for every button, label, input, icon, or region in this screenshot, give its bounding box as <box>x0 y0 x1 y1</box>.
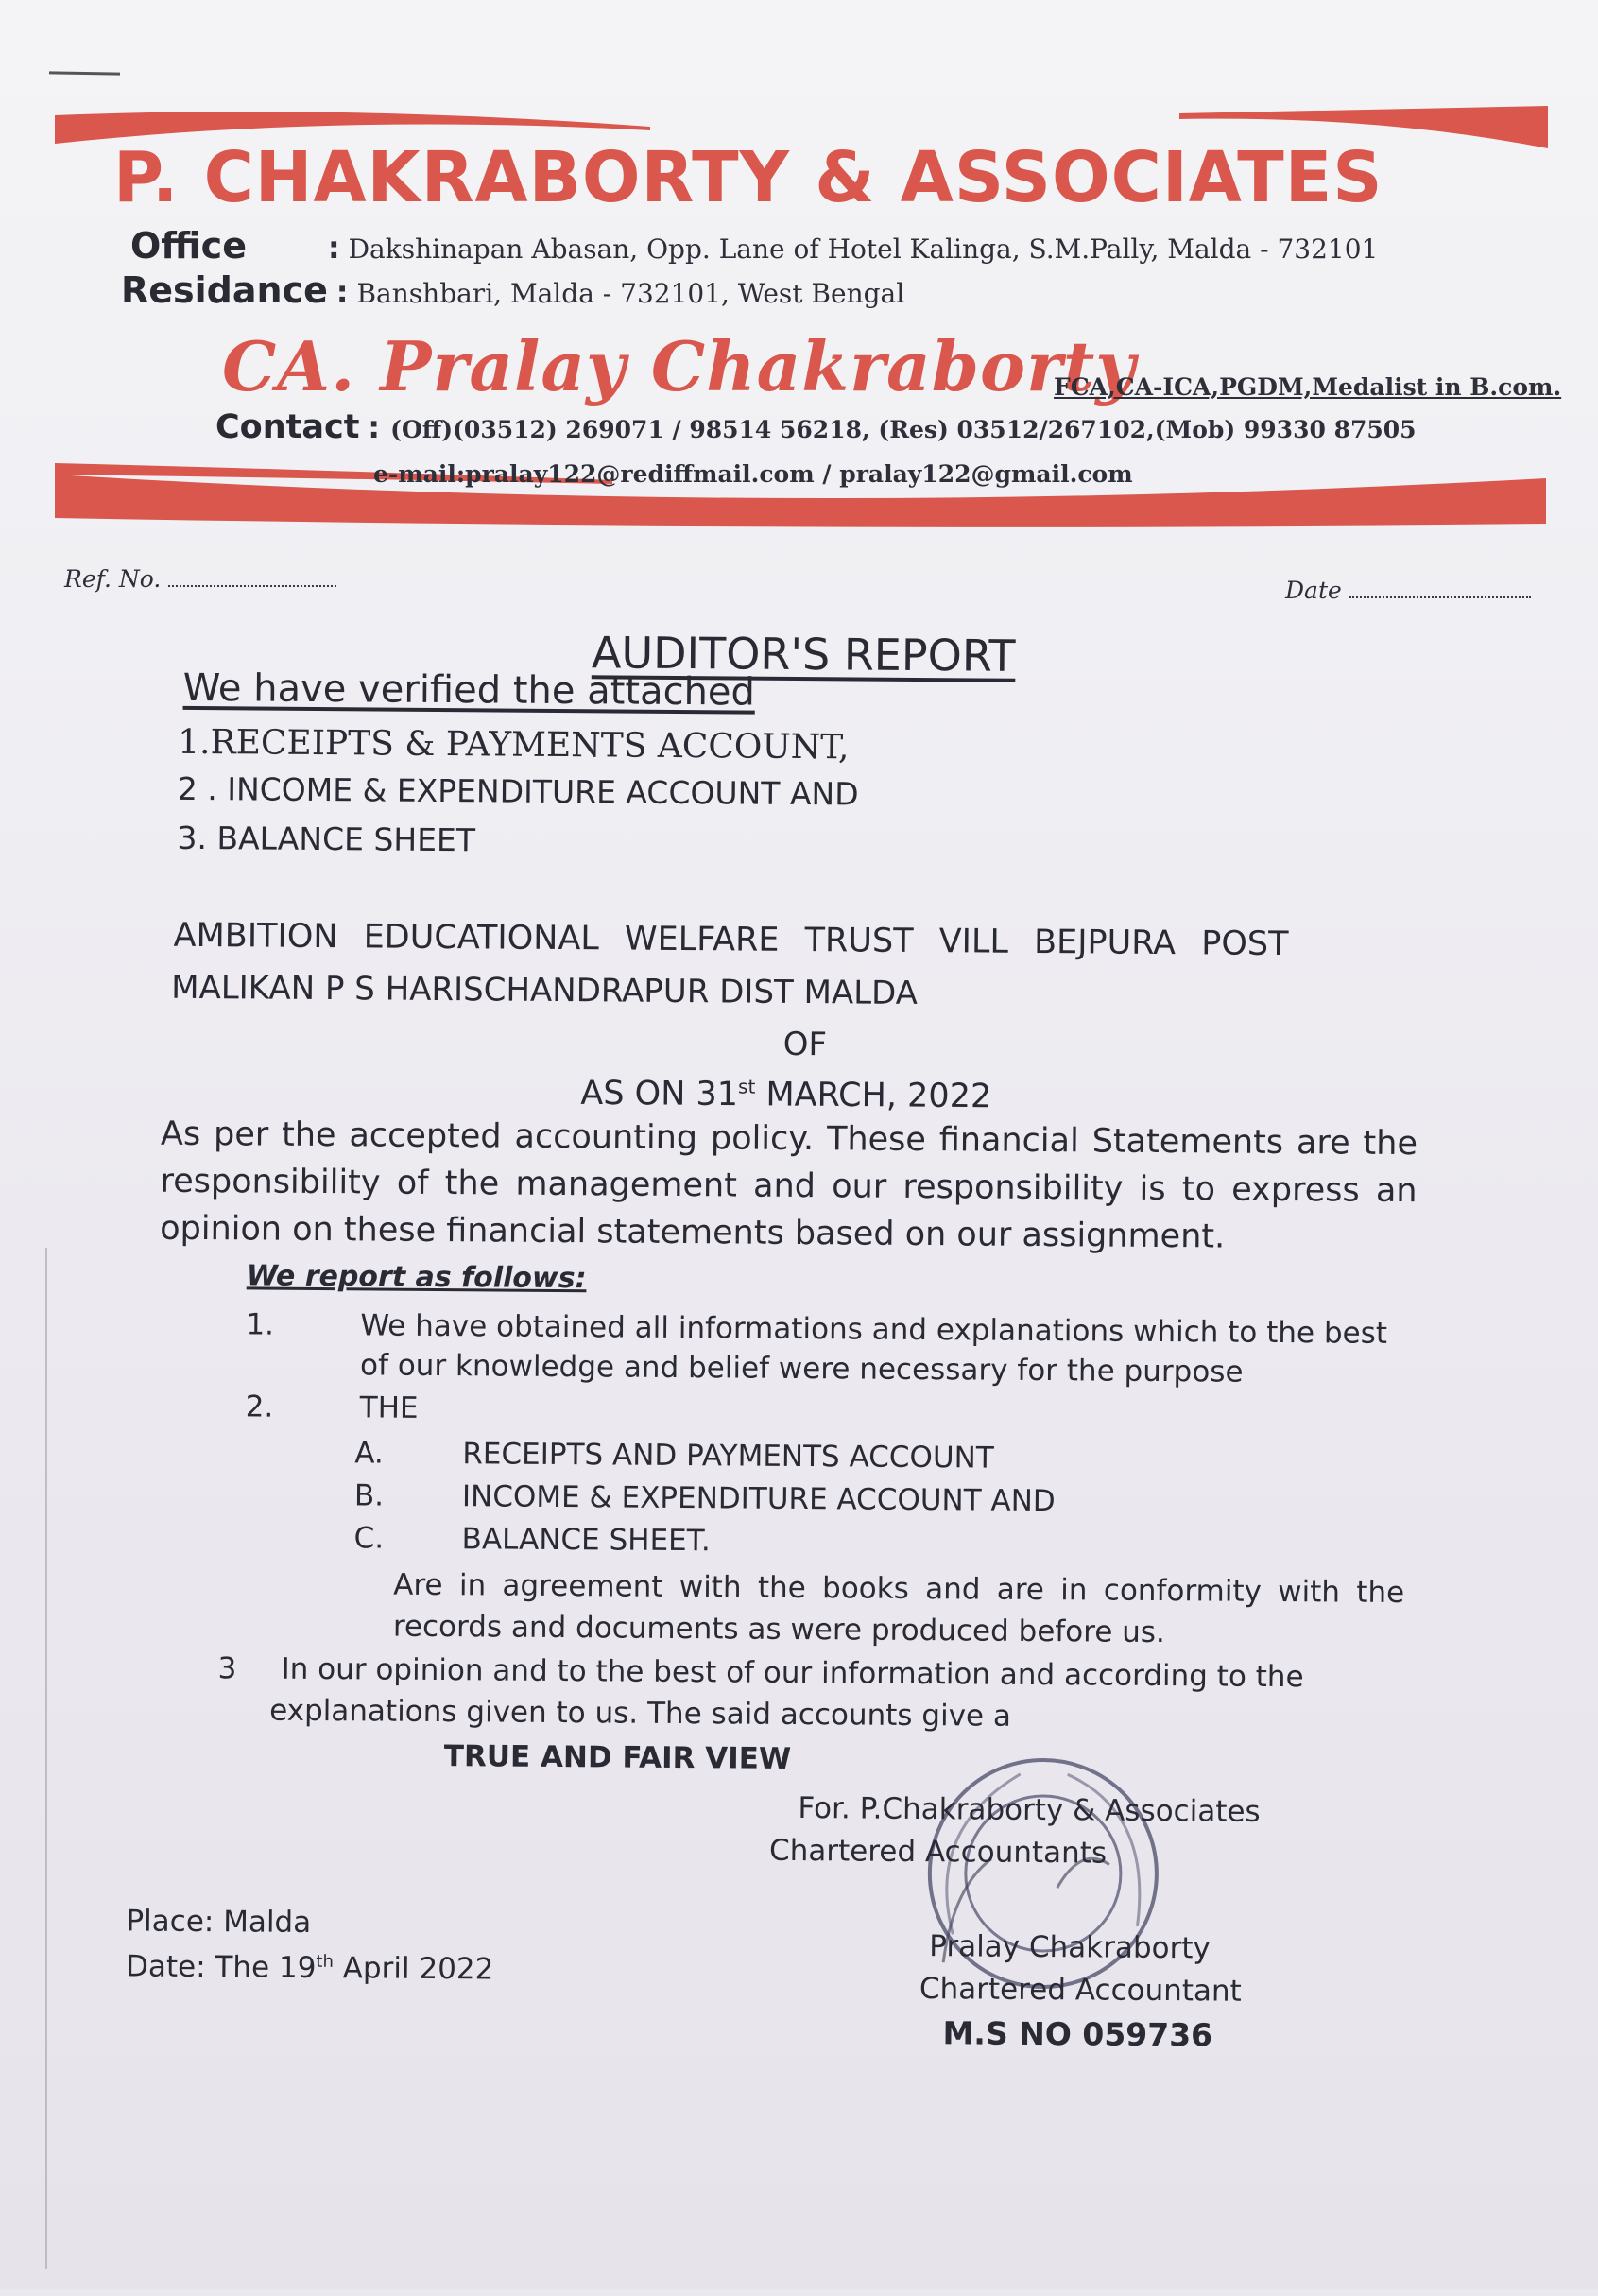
office-label: Office <box>130 225 247 267</box>
signatory-title: Chartered Accountant <box>919 1972 1242 2009</box>
as-on-sup: st <box>737 1075 756 1098</box>
sub-item-letter: C. <box>353 1521 385 1556</box>
of-label: OF <box>782 1025 828 1064</box>
qualifications: FCA,CA-ICA,PGDM,Medalist in B.com. <box>1054 373 1562 401</box>
for-firm-line: For. P.Chakraborty & Associates <box>798 1791 1261 1829</box>
as-on-date <box>580 1074 991 1115</box>
point-2-text: THE <box>359 1390 419 1425</box>
point-number: 1. <box>246 1307 275 1342</box>
as-on-prefix: AS ON 31 <box>580 1074 739 1114</box>
place-line: Place: Malda <box>126 1904 312 1940</box>
agreement-text: Are in agreement with the books and are in conformity with the records and documents as were produced before us. <box>392 1567 1405 1650</box>
entity-line-1: AMBITION EDUCATIONAL WELFARE TRUST VILL BEJPURA POST <box>173 916 1289 964</box>
residence-address: Banshbari, Malda - 732101, West Bengal <box>356 278 905 309</box>
email-line: e-mail:pralay122@rediffmail.com / pralay122@gmail.com <box>373 460 1133 488</box>
sub-item-text: BALANCE SHEET. <box>461 1522 711 1559</box>
sub-item-text: INCOME & EXPENDITURE ACCOUNT AND <box>461 1479 1056 1519</box>
point-3-line-1: In our opinion and to the best of our information and according to the <box>281 1651 1304 1695</box>
date-sup: th <box>316 1951 335 1972</box>
report-title: AUDITOR'S REPORT <box>591 627 1016 682</box>
date-suffix: April 2022 <box>333 1951 494 1987</box>
date-label: Date <box>1285 577 1342 604</box>
point-number: 2. <box>245 1390 274 1424</box>
as-on-suffix: MARCH, 2022 <box>755 1076 992 1116</box>
true-fair-view: TRUE AND FAIR VIEW <box>443 1739 792 1776</box>
contact-numbers: (Off)(03512) 269071 / 98514 56218, (Res) 03512/267102,(Mob) 99330 87505 <box>390 416 1417 443</box>
ca-name: CA. Pralay Chakraborty <box>222 326 1137 406</box>
chartered-accountants-line: Chartered Accountants <box>768 1833 1108 1871</box>
point-number: 3 <box>217 1651 237 1686</box>
ref-label: Ref. No. <box>64 565 162 593</box>
membership-number: M.S NO 059736 <box>942 2014 1213 2054</box>
statement-item: 3. BALANCE SHEET <box>177 819 476 859</box>
statement-item: 1.RECEIPTS & PAYMENTS ACCOUNT, <box>178 722 850 768</box>
sub-item-letter: B. <box>353 1478 385 1513</box>
residence-label: Residance <box>121 269 328 311</box>
contact-colon: : <box>368 409 391 445</box>
point-3-line-2: explanations given to us. The said accounts give a <box>269 1693 1012 1734</box>
residence-colon: : <box>335 274 349 310</box>
policy-paragraph: As per the accepted accounting policy. These financial Statements are the responsibility of the management and our responsibility is to express an opinion on these financial statements based on our assignment. <box>160 1114 1418 1256</box>
office-colon: : <box>327 230 340 266</box>
entity-line-2: MALIKAN P S HARISCHANDRAPUR DIST MALDA <box>171 968 919 1012</box>
report-heading: We report as follows: <box>246 1259 587 1296</box>
verified-heading: We have verified the attached <box>182 665 756 715</box>
report-date <box>126 1949 494 1986</box>
date-prefix: Date: The 19 <box>125 1949 317 1986</box>
point-1-text: We have obtained all informations and explanations which to the best of our knowledge and belief were necessary for the purpose <box>359 1308 1388 1390</box>
firm-name: P. CHAKRABORTY & ASSOCIATES <box>113 137 1383 218</box>
office-address: Dakshinapan Abasan, Opp. Lane of Hotel Kalinga, S.M.Pally, Malda - 732101 <box>348 233 1379 265</box>
contact-label: Contact <box>215 408 360 446</box>
signatory-name: Pralay Chakraborty <box>929 1929 1211 1966</box>
sub-item-text: RECEIPTS AND PAYMENTS ACCOUNT <box>462 1437 994 1476</box>
statement-item: 2 . INCOME & EXPENDITURE ACCOUNT AND <box>177 769 859 813</box>
sub-item-letter: A. <box>354 1436 384 1471</box>
